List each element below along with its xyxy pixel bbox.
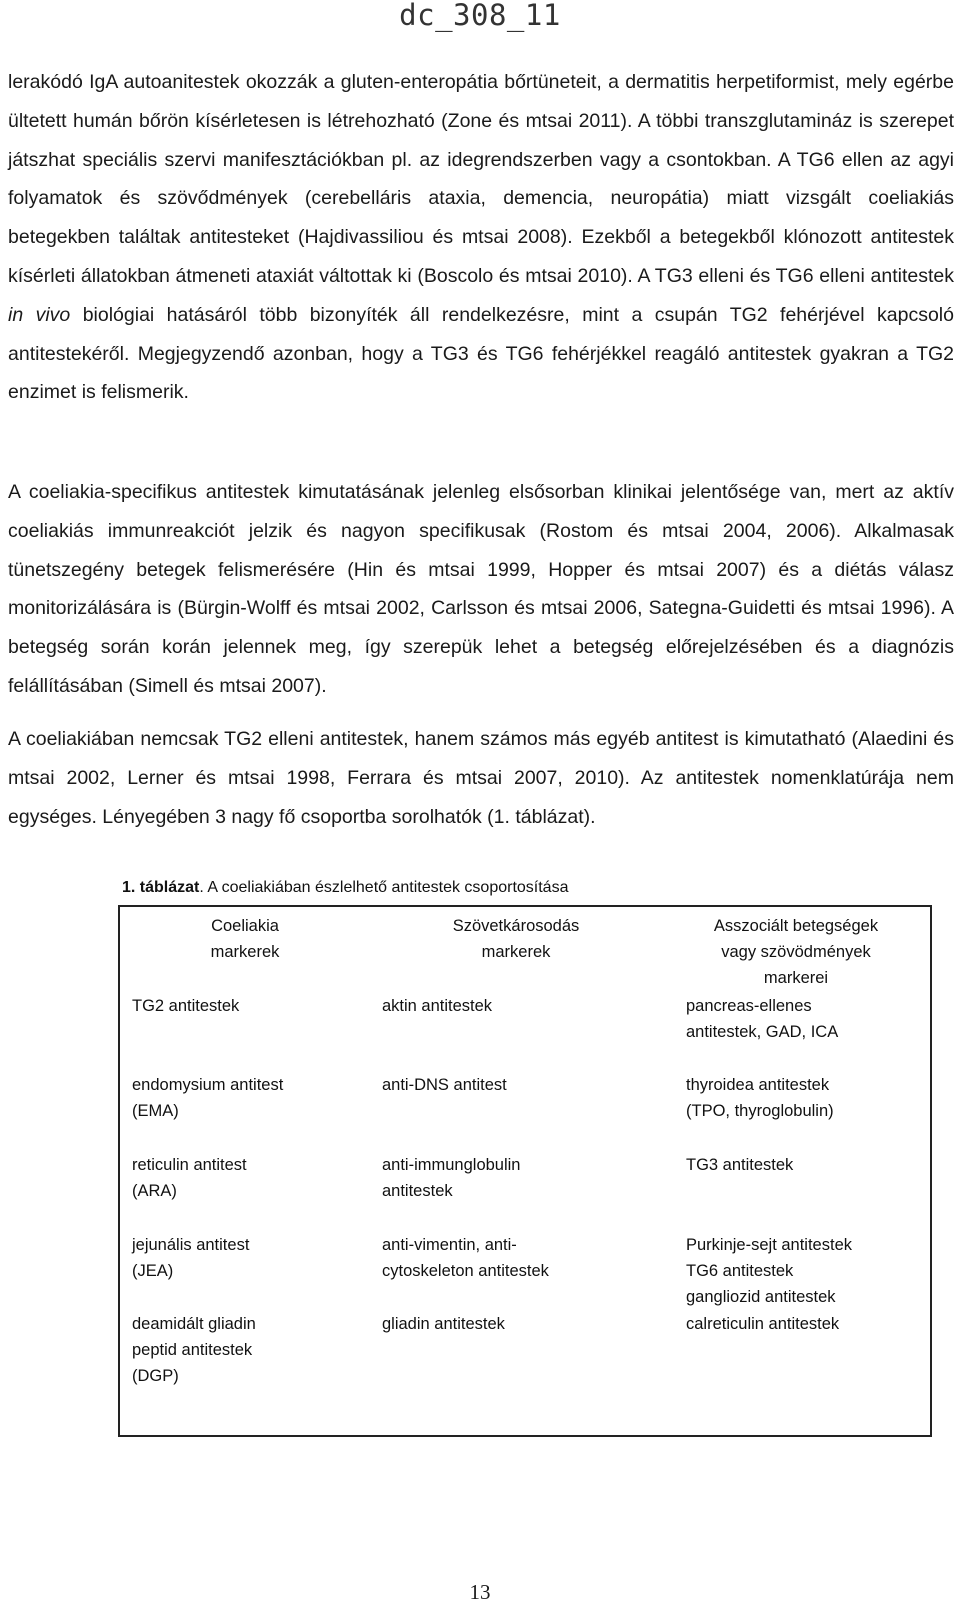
paragraph-3: A coeliakiában nemcsak TG2 elleni antitestek, hanem számos más egyéb antitest is kimutatható (Alaedini és mtsai 2002, Lerner és mtsai 1998, Ferrara és mtsai 2007, 2010). Az antitestek nomenklatúrája nem egységes. Lényegében 3 nagy fő csoportba sorolhatók (1. táblázat). bbox=[8, 728, 954, 828]
table-caption-label: 1. táblázat bbox=[122, 879, 200, 896]
table-cell: endomysium antitest (EMA) bbox=[132, 1076, 284, 1121]
paragraph-2: A coeliakia-specifikus antitestek kimutatásának jelenleg elsősorban klinikai jelentősége van, mert az aktív coeliakiás immunreakciót jelzik és nagyon specifikusak (Rostom és mtsai 2004, 2006). Alkalmasak tünetszegény betegek felismerésére (Hin és mtsai 1999, Hopper és mtsai 2007) és a diétás válasz monitorizálására is (Bürgin-Wolff és mtsai 2002, Carlsson és mtsai 2006, Sategna-Guidetti és mtsai 1996). A betegség során korán jelennek meg, így szerepük lehet a betegség előrejelzésében és a diagnózis felállításában (Simell és mtsai 2007). bbox=[8, 481, 954, 697]
paragraph-1-text-a: lerakódó IgA autoanitestek okozzák a gluten-enteropátia bőrtüneteit, a dermatitis herpetiformist, mely egérbe ültetett humán bőrön kísérletesen is létrehozható (Zone és mtsai 2011). A többi transzglutamináz is szerepet játszhat speciális szervi manifesztációkban pl. az idegrendszerben vagy a csontokban. A TG6 ellen az agyi folyamatok és szövődmények (cerebelláris ataxia, demencia, neuropátia) miatt vizsgált coeliakiás betegekben találtak antitesteket (Hajdivassiliou és mtsai 2008). Ezekből a betegekből klónozott antitestek kísérleti állatokban átmeneti ataxiát váltottak ki (Boscolo és mtsai 2010). A TG3 elleni és TG6 elleni antitestek bbox=[8, 71, 954, 287]
page-number: 13 bbox=[469, 1580, 491, 1604]
table-row bbox=[119, 1072, 931, 1152]
table-cell: pancreas-ellenes antitestek, GAD, ICA bbox=[686, 996, 839, 1041]
document-code-header: dc_308_11 bbox=[399, 0, 561, 32]
table-cell: anti-immunglobulin antitestek bbox=[382, 1156, 521, 1201]
table-row bbox=[119, 1311, 931, 1436]
table-cell: thyroidea antitestek (TPO, thyroglobulin) bbox=[686, 1076, 834, 1121]
antibody-table bbox=[118, 905, 932, 1437]
table-cell: TG2 antitestek bbox=[132, 996, 240, 1015]
table-cell: anti-DNS antitest bbox=[382, 1076, 507, 1095]
table-cell: anti-vimentin, anti- cytoskeleton antitestek bbox=[382, 1235, 549, 1280]
paragraph-1-italic: in vivo bbox=[8, 303, 71, 326]
table-header-row bbox=[119, 906, 931, 993]
table-cell: reticulin antitest (ARA) bbox=[132, 1156, 247, 1201]
table-cell: TG3 antitestek bbox=[686, 1156, 794, 1175]
table-cell: aktin antitestek bbox=[382, 996, 493, 1015]
table-cell: calreticulin antitestek bbox=[686, 1315, 840, 1334]
paragraph-1 bbox=[8, 63, 954, 412]
table-cell: jejunális antitest (JEA) bbox=[132, 1235, 250, 1280]
table-caption-text: . A coeliakiában észlelhető antitestek csoportosítása bbox=[199, 879, 569, 896]
table-row bbox=[119, 1152, 931, 1232]
table-caption bbox=[122, 879, 568, 897]
table-row bbox=[119, 993, 931, 1073]
header-associated-disease-markers: Asszociált betegségek vagy szövödmények markerei bbox=[713, 917, 879, 987]
paragraph-1-text-b: biológiai hatásáról több bizonyíték áll rendelkezésre, mint a csupán TG2 fehérjével kapcsoló antitestekéről. Megjegyzendő azonban, hogy a TG3 és TG6 fehérjékkel reagáló antitestek gyakran a TG2 enzimet is felismerik. bbox=[8, 303, 954, 404]
header-tissue-damage-markers: Szövetkárosodás markerek bbox=[452, 917, 580, 961]
header-coeliakia-markers: Coeliakia markerek bbox=[210, 917, 280, 961]
table-cell: Purkinje-sejt antitestek TG6 antitestek gangliozid antitestek bbox=[686, 1235, 852, 1306]
table-cell: deamidált gliadin peptid antitestek (DGP) bbox=[132, 1315, 256, 1386]
table-cell: gliadin antitestek bbox=[382, 1315, 505, 1334]
table-row bbox=[119, 1232, 931, 1312]
